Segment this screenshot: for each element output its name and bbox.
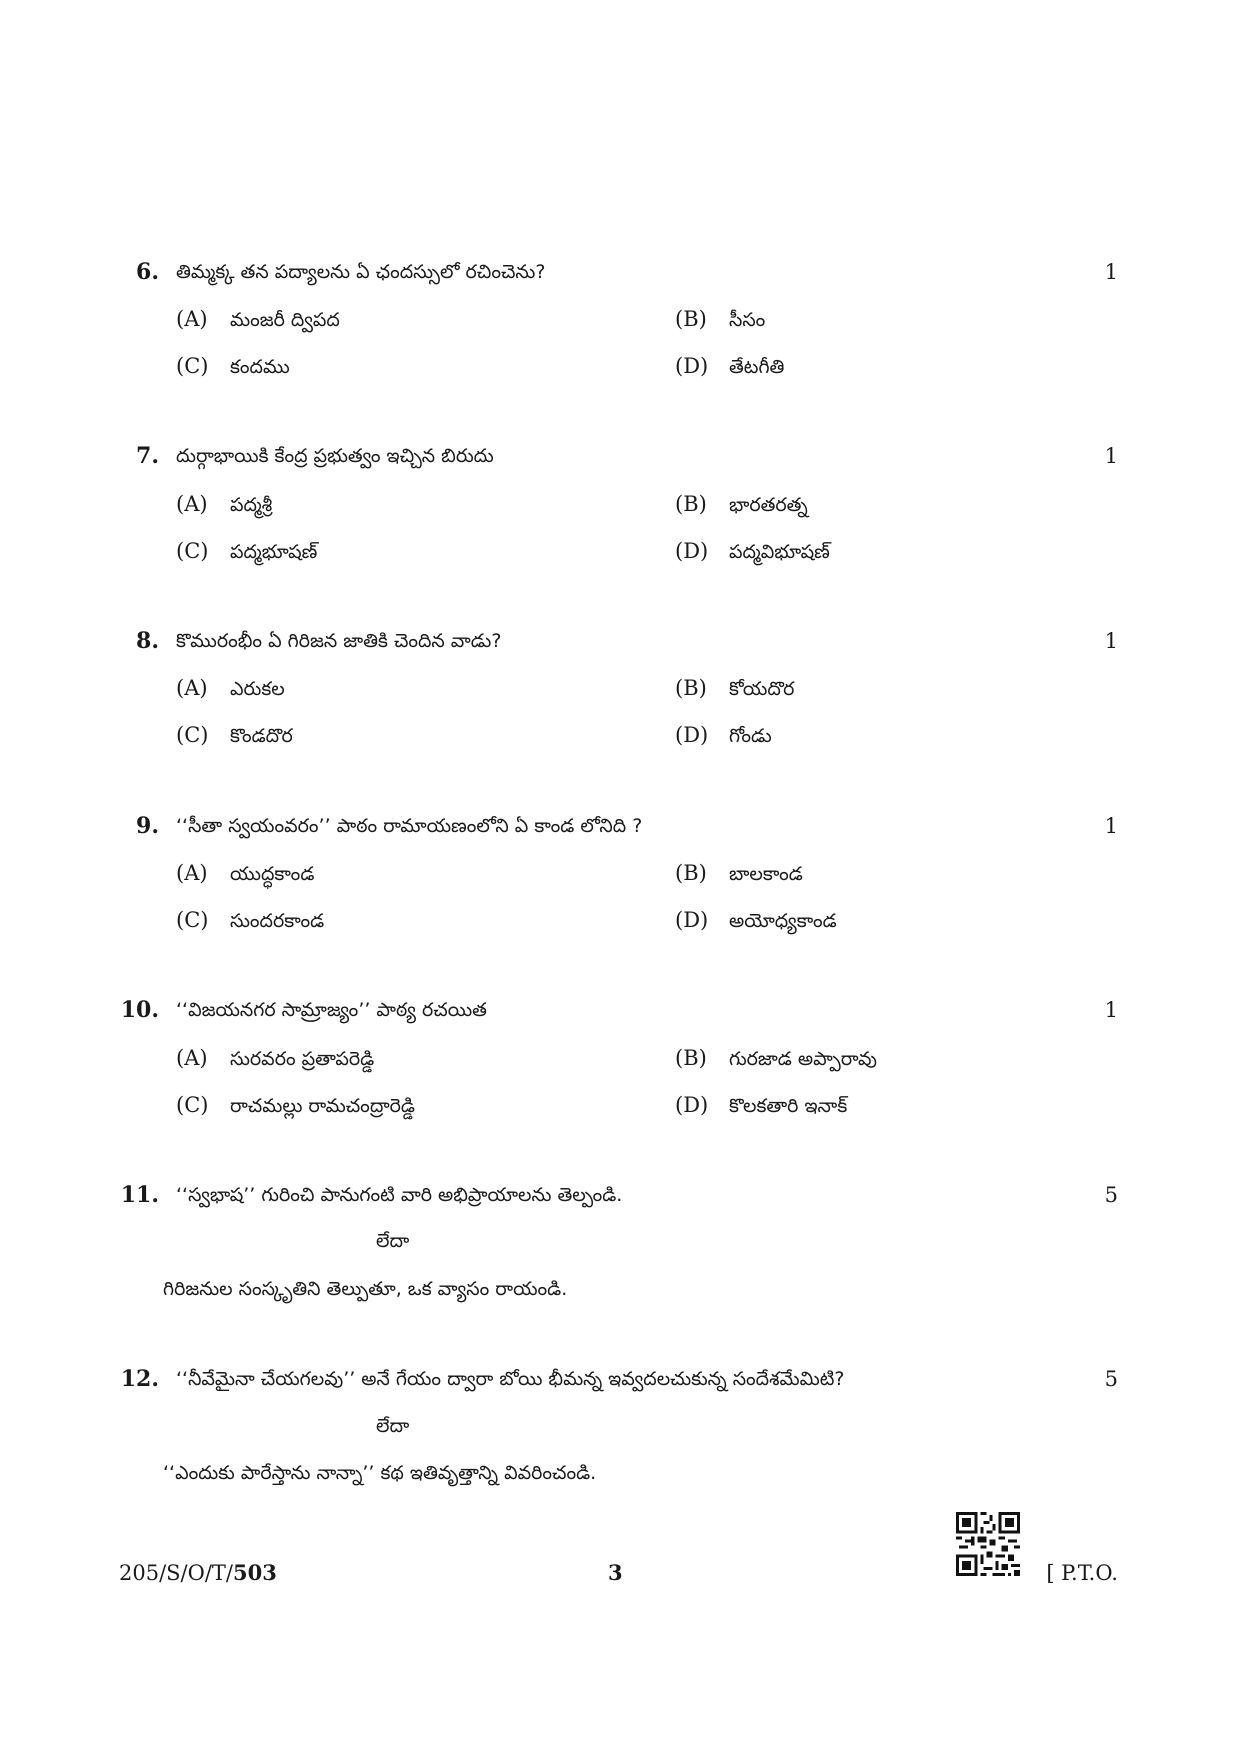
option-text: సురవరం ప్రతాపరెడ్డి	[230, 1048, 375, 1070]
option-text: యుద్ధకాండ	[230, 863, 315, 885]
question-marks: 1	[1104, 260, 1118, 284]
option-label: (B)	[675, 307, 707, 331]
option-label: (C)	[176, 539, 209, 563]
question-text: ‘‘స్వభాష’’ గురించి పానుగంటి వారి అభిప్రాయాలను తెల్పండి.	[176, 1184, 623, 1206]
option-label: (C)	[176, 723, 209, 747]
option-text: గోండు	[729, 725, 772, 747]
option-text: రాచమల్లు రామచంద్రారెడ్డి	[230, 1095, 415, 1117]
option-label: (A)	[176, 1046, 208, 1070]
alternative-question: గిరిజనుల సంస్కృతిని తెల్పుతూ, ఒక వ్యాసం రాయండి.	[163, 1278, 568, 1300]
option-label: (D)	[675, 1093, 709, 1117]
question-text: కొమురంభీం ఏ గిరిజన జాతికి చెందిన వాడు?	[176, 630, 502, 652]
option-text: బాలకాండ	[729, 863, 803, 885]
paper-code-prefix: 205/S/O/T/	[119, 1561, 233, 1585]
question-text: దుర్గాభాయికి కేంద్ర ప్రభుత్వం ఇచ్చిన బిరుదు	[176, 445, 494, 467]
question-marks: 5	[1104, 1183, 1118, 1207]
option-text: పద్మవిభూషణ్	[729, 541, 830, 563]
option-label: (C)	[176, 1093, 209, 1117]
option-b	[675, 858, 803, 888]
option-label: (C)	[176, 908, 209, 932]
option-label: (D)	[675, 723, 709, 747]
option-text: అయోధ్యకాండ	[729, 910, 837, 932]
option-d	[675, 536, 830, 566]
page-number: 3	[608, 1560, 623, 1585]
option-text: పద్మశ్రీ	[230, 494, 273, 516]
or-label: లేదా	[376, 1415, 410, 1437]
option-c	[176, 536, 317, 566]
option-label: (B)	[675, 492, 707, 516]
option-b	[675, 304, 765, 334]
question-number: 6.	[136, 259, 159, 285]
option-text: ఎరుకల	[230, 678, 285, 700]
option-text: పద్మభూషణ్	[230, 541, 318, 563]
option-text: కొలకతారి ఇనాక్	[729, 1095, 848, 1117]
option-a	[176, 858, 314, 888]
option-d	[675, 1090, 847, 1120]
option-label: (D)	[675, 908, 709, 932]
option-text: మంజరీ ద్విపద	[230, 309, 340, 331]
option-b	[675, 673, 794, 703]
question-text: ‘‘నీవేమైనా చేయగలవు’’ అనే గేయం ద్వారా బోయి భీమన్న ఇవ్వదలచుకున్న సందేశమేమిటి?	[176, 1368, 845, 1390]
pto-label: [ P.T.O.	[1046, 1561, 1118, 1585]
option-label: (B)	[675, 861, 707, 885]
option-d	[675, 351, 784, 381]
option-a	[176, 304, 340, 334]
option-label: (A)	[176, 492, 208, 516]
option-label: (A)	[176, 676, 208, 700]
question-marks: 1	[1104, 998, 1118, 1022]
question-marks: 1	[1104, 814, 1118, 838]
question-number: 12.	[120, 1366, 159, 1392]
option-label: (D)	[675, 539, 709, 563]
paper-code	[119, 1558, 277, 1588]
option-label: (D)	[675, 354, 709, 378]
paper-code-number: 503	[233, 1560, 277, 1585]
question-text: ‘‘సీతా స్వయంవరం’’ పాఠం రామాయణంలోని ఏ కాండ లోనిది ?	[176, 815, 643, 837]
or-label: లేదా	[376, 1230, 410, 1252]
option-text: కందము	[230, 356, 290, 378]
question-number: 11.	[120, 1182, 159, 1208]
option-text: కొండదొర	[230, 725, 293, 747]
question-text: తిమ్మక్క తన పద్యాలను ఏ ఛందస్సులో రచించెను?	[176, 261, 546, 283]
option-text: కోయదొర	[729, 678, 795, 700]
question-number: 7.	[136, 443, 159, 469]
question-number: 8.	[136, 628, 159, 654]
option-a	[176, 673, 285, 703]
option-text: గురజాడ అప్పారావు	[729, 1048, 877, 1070]
option-label: (B)	[675, 1046, 707, 1070]
option-c	[176, 351, 290, 381]
option-b	[675, 1043, 877, 1073]
option-a	[176, 1043, 374, 1073]
option-label: (A)	[176, 307, 208, 331]
option-label: (C)	[176, 354, 209, 378]
option-d	[675, 905, 837, 935]
alternative-question: ‘‘ఎందుకు పారేస్తాను నాన్నా’’ కథ ఇతివృత్తాన్ని వివరించండి.	[163, 1462, 597, 1484]
option-a	[176, 489, 272, 519]
option-text: భారతరత్న	[729, 494, 808, 516]
option-c	[176, 1090, 415, 1120]
option-text: సీసం	[729, 309, 766, 331]
option-text: సుందరకాండ	[230, 910, 325, 932]
option-d	[675, 720, 772, 750]
question-marks: 1	[1104, 444, 1118, 468]
question-number: 10.	[120, 997, 159, 1023]
question-marks: 1	[1104, 629, 1118, 653]
qr-code-icon	[956, 1512, 1020, 1576]
option-c	[176, 905, 324, 935]
option-b	[675, 489, 808, 519]
option-label: (B)	[675, 676, 707, 700]
question-number: 9.	[136, 813, 159, 839]
option-text: తేటగీతి	[729, 356, 785, 378]
option-c	[176, 720, 293, 750]
question-text: ‘‘విజయనగర సామ్రాజ్యం’’ పాఠ్య రచయిత	[176, 999, 487, 1021]
question-marks: 5	[1104, 1367, 1118, 1391]
option-label: (A)	[176, 861, 208, 885]
